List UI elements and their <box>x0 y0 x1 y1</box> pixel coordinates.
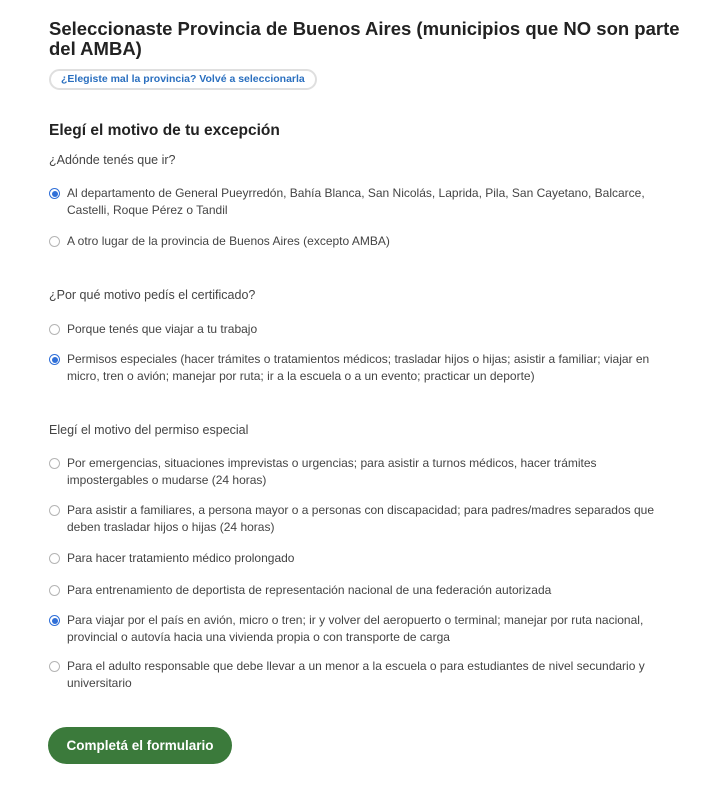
radio-button[interactable] <box>49 505 60 516</box>
radio-option-reason-trabajo[interactable] <box>49 321 674 338</box>
option-label: Porque tenés que viajar a tu trabajo <box>67 322 258 336</box>
radio-option-permit-tratamiento-medico[interactable] <box>49 550 674 567</box>
radio-option-permit-escuela[interactable] <box>49 658 674 692</box>
radio-option-destination-departamentos[interactable] <box>49 185 674 219</box>
section-title: Elegí el motivo de tu excepción <box>49 122 280 139</box>
radio-button[interactable] <box>49 188 60 199</box>
special-permit-question: Elegí el motivo del permiso especial <box>49 423 249 437</box>
complete-form-button[interactable]: Completá el formulario <box>48 727 232 764</box>
option-label: Permisos especiales (hacer trámites o tratamientos médicos; trasladar hijos o hijas; asistir a familiar; viajar en micro, tren o avión; manejar por ruta; ir a la escuela o a un evento; practicar un deporte) <box>67 352 650 383</box>
destination-question: ¿Adónde tenés que ir? <box>49 153 176 167</box>
reason-question: ¿Por qué motivo pedís el certificado? <box>49 288 256 302</box>
radio-option-permit-deportista[interactable] <box>49 582 674 599</box>
radio-button[interactable] <box>49 661 60 672</box>
radio-option-permit-familiares[interactable] <box>49 502 674 536</box>
radio-option-permit-viajar[interactable] <box>49 612 674 646</box>
radio-option-reason-permisos-especiales[interactable] <box>49 351 674 385</box>
option-label: A otro lugar de la provincia de Buenos Aires (excepto AMBA) <box>67 234 390 248</box>
page-title: Seleccionaste Provincia de Buenos Aires (municipios que NO son parte del AMBA) <box>49 18 680 59</box>
option-label: Para asistir a familiares, a persona mayor o a personas con discapacidad; para padres/madres separados que deben trasladar hijos o hijas (24 horas) <box>67 503 654 534</box>
radio-button[interactable] <box>49 324 60 335</box>
radio-button[interactable] <box>49 236 60 247</box>
radio-button[interactable] <box>49 615 60 626</box>
radio-button[interactable] <box>49 585 60 596</box>
radio-button[interactable] <box>49 458 60 469</box>
option-label: Por emergencias, situaciones imprevistas o urgencias; para asistir a turnos médicos, hacer trámites impostergables o mudarse (24 horas) <box>67 456 597 487</box>
radio-button[interactable] <box>49 354 60 365</box>
option-label: Al departamento de General Pueyrredón, Bahía Blanca, San Nicolás, Laprida, Pila, San Cayetano, Balcarce, Castelli, Roque Pérez o Tandil <box>67 186 645 217</box>
radio-option-destination-otro-lugar[interactable] <box>49 233 674 250</box>
option-label: Para viajar por el país en avión, micro o tren; ir y volver del aeropuerto o terminal; manejar por ruta nacional, provincial o autovía hacia una vivienda propia o con transporte de carga <box>67 613 644 644</box>
option-label: Para el adulto responsable que debe llevar a un menor a la escuela o para estudiantes de nivel secundario y universitario <box>67 659 645 690</box>
option-label: Para hacer tratamiento médico prolongado <box>67 551 295 565</box>
option-label: Para entrenamiento de deportista de representación nacional de una federación autorizada <box>67 583 552 597</box>
radio-button[interactable] <box>49 553 60 564</box>
radio-option-permit-emergencias[interactable] <box>49 455 674 489</box>
change-province-link[interactable]: ¿Elegiste mal la provincia? Volvé a seleccionarla <box>49 69 317 90</box>
